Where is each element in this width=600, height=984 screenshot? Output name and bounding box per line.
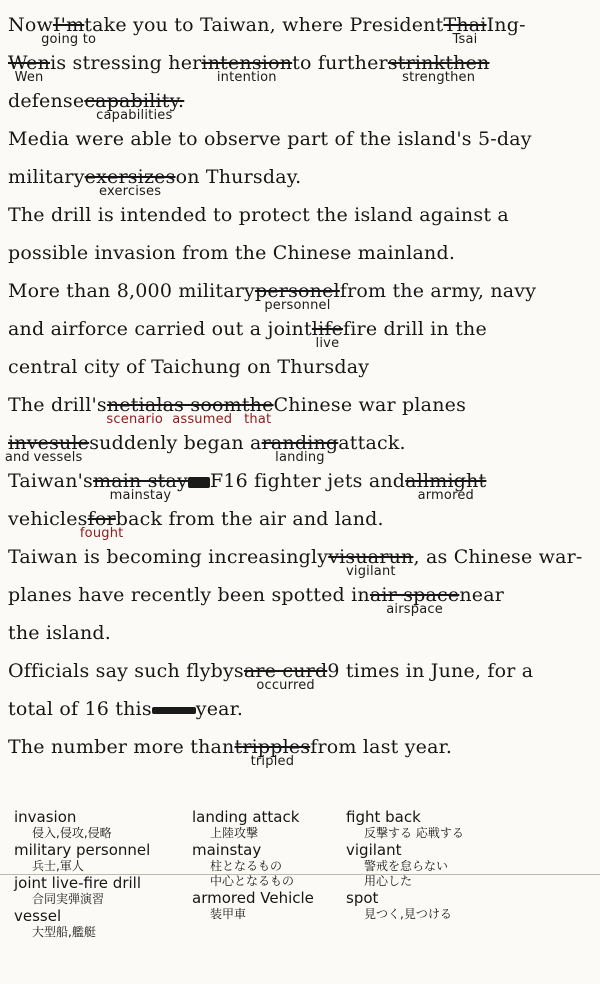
text-line	[8, 14, 594, 47]
word: attack.	[338, 432, 406, 454]
word: from the army, navy	[339, 280, 537, 302]
text-line	[8, 622, 594, 644]
text-line	[8, 242, 594, 264]
correction-annotation: scenario	[106, 412, 164, 427]
text-line	[8, 166, 594, 199]
struck-word: exersizes	[84, 166, 176, 188]
word: the island.	[8, 622, 112, 644]
correction-group	[84, 166, 176, 199]
struck-word: as soom	[162, 394, 242, 416]
text-line	[8, 698, 594, 720]
word: military	[8, 166, 85, 188]
vocab-term: fight back	[346, 808, 421, 826]
text-run	[89, 432, 261, 454]
struck-word: for	[87, 508, 116, 530]
correction-annotation: mainstay	[109, 488, 172, 503]
text-run	[8, 622, 111, 644]
correction-group	[93, 470, 188, 503]
text-run	[338, 432, 406, 454]
text-run	[340, 280, 536, 302]
text-run	[50, 52, 201, 74]
word: take you to Taiwan, where President	[84, 14, 444, 36]
vocab-term: landing attack	[192, 808, 300, 826]
correction-annotation: Tsai	[452, 32, 478, 47]
vocab-entry	[192, 808, 314, 841]
word: total of 16 this	[8, 698, 152, 720]
struck-word: I'm	[52, 14, 85, 36]
text-run	[8, 128, 532, 150]
vocab-entry	[346, 808, 464, 841]
vocab-translation: 柱となるもの	[210, 859, 283, 873]
correction-annotation: strengthen	[402, 70, 476, 85]
struck-word: Wen	[8, 52, 51, 74]
text-run	[8, 204, 509, 226]
vocab-entry	[346, 859, 464, 874]
struck-word: visuarun	[328, 546, 414, 568]
vocab-translation: 上陸攻撃	[210, 826, 259, 840]
vocab-translation: 侵入,侵攻,侵略	[32, 826, 112, 840]
vocab-entry	[192, 841, 314, 859]
correction-group	[405, 470, 487, 503]
vocab-term: spot	[346, 889, 379, 907]
word: Ing-	[486, 14, 526, 36]
struck-word: randing	[261, 432, 339, 454]
word: back from the air and land.	[115, 508, 384, 530]
vocab-translation: 装甲車	[210, 907, 247, 921]
struck-word: vesule	[26, 432, 90, 454]
vocab-translation: 見つく,見つける	[364, 907, 452, 921]
struck-word: the	[241, 394, 274, 416]
word: from last year.	[310, 736, 453, 758]
correction-group	[241, 394, 274, 427]
correction-group	[261, 432, 339, 465]
word: 9 times in June, for a	[327, 660, 534, 682]
word: Now	[8, 14, 53, 36]
correction-group	[106, 394, 164, 427]
correction-annotation: occurred	[256, 678, 315, 693]
word: central city of Taichung on Thursday	[8, 356, 370, 378]
word: near	[459, 584, 505, 606]
text-run	[414, 546, 583, 568]
text-line	[8, 736, 594, 769]
text-run	[116, 508, 384, 530]
vocab-entry	[192, 889, 314, 922]
vocab-translation: 合同実弾演習	[32, 892, 105, 906]
word: year.	[195, 698, 244, 720]
text-run	[8, 470, 93, 492]
struck-word: in	[8, 432, 27, 454]
text-run	[327, 660, 533, 682]
correction-group	[162, 394, 242, 427]
correction-group	[41, 14, 97, 47]
correction-annotation: capabilities	[96, 108, 173, 123]
correction-annotation: vigilant	[346, 564, 396, 579]
text-line	[8, 660, 594, 693]
word: Taiwan is becoming increasingly	[8, 546, 329, 568]
word: Chinese war planes	[273, 394, 467, 416]
correction-group	[369, 584, 460, 617]
word: and airforce carried out a joint	[8, 318, 312, 340]
struck-word: capability.	[84, 90, 185, 112]
vocab-translation: 警戒を怠らない	[364, 859, 449, 873]
correction-group	[201, 52, 293, 85]
text-line	[8, 204, 594, 226]
text-run	[292, 52, 388, 74]
vocab-column	[14, 808, 150, 940]
word: planes have recently been spotted in	[8, 584, 370, 606]
correction-annotation: tripled	[250, 754, 295, 769]
correction-annotation: exercises	[98, 184, 162, 199]
word: F16 fighter jets and	[209, 470, 406, 492]
struck-word: life	[311, 318, 344, 340]
text-line	[8, 318, 594, 351]
vocab-translation: 兵士,軍人	[32, 859, 84, 873]
text-line	[8, 584, 594, 617]
text-line	[4, 432, 594, 465]
vocab-term: invasion	[14, 808, 77, 826]
vocab-term: vigilant	[346, 841, 402, 859]
text-run	[84, 14, 443, 36]
correction-group	[243, 660, 328, 693]
word: to further	[292, 52, 388, 74]
text-run	[8, 736, 234, 758]
text-run	[8, 242, 455, 264]
correction-annotation: armored	[417, 488, 474, 503]
text-run	[196, 698, 243, 720]
struck-word: netial	[106, 394, 163, 416]
text-run	[8, 660, 244, 682]
correction-annotation: assumed	[172, 412, 233, 427]
word: Media were able to observe part of the island's 5-day	[8, 128, 532, 150]
text-line	[8, 470, 594, 503]
vocab-translation: 反撃する 応戦する	[364, 826, 464, 840]
text-run	[310, 736, 452, 758]
word: Taiwan's	[8, 470, 94, 492]
text-line	[8, 508, 594, 541]
word: is stressing her	[50, 52, 202, 74]
ink-blot	[152, 707, 196, 714]
text-run	[8, 394, 107, 416]
correction-annotation: intention	[216, 70, 277, 85]
word: fire drill in the	[343, 318, 487, 340]
correction-annotation: personnel	[264, 298, 331, 313]
text-run	[343, 318, 487, 340]
text-line	[8, 546, 594, 579]
correction-annotation: fought	[79, 526, 124, 541]
vocab-column	[346, 808, 464, 922]
correction-annotation: landing	[275, 450, 325, 465]
vocab-term: military personnel	[14, 841, 151, 859]
text-run	[8, 508, 88, 530]
text-run	[8, 698, 152, 720]
vocab-entry	[346, 841, 464, 859]
vocab-translation: 大型船,艦艇	[32, 925, 96, 939]
correction-group	[311, 318, 344, 351]
correction-group	[84, 90, 185, 123]
correction-group	[234, 736, 311, 769]
text-run	[8, 318, 312, 340]
vocabulary-section	[0, 808, 600, 984]
text-run	[8, 280, 255, 302]
text-run	[176, 166, 302, 188]
text-run	[8, 90, 84, 112]
vocab-entry	[192, 859, 314, 874]
vocab-term: armored Vehicle	[192, 889, 314, 907]
vocab-translation: 中心となるもの	[210, 874, 295, 888]
word: , as Chinese war-	[413, 546, 583, 568]
correction-group	[387, 52, 490, 85]
word: on Thursday.	[175, 166, 302, 188]
correction-group	[79, 508, 124, 541]
text-run	[459, 584, 504, 606]
text-run	[8, 584, 370, 606]
text-run	[487, 14, 526, 36]
vocab-entry	[14, 859, 150, 874]
correction-group	[4, 432, 30, 465]
correction-annotation: airspace	[386, 602, 443, 617]
text-line	[8, 52, 594, 85]
vocab-entry	[14, 874, 150, 907]
word: Officials say such flybys	[8, 660, 244, 682]
correction-group	[8, 52, 51, 85]
correction-annotation: live	[315, 336, 340, 351]
struck-word: strinkthen	[387, 52, 490, 74]
struck-word: tripples	[234, 736, 311, 758]
struck-word: allmight	[405, 470, 487, 492]
word: vehicles	[8, 508, 88, 530]
word: The number more than	[8, 736, 235, 758]
text-line	[8, 356, 594, 378]
correction-group	[443, 14, 487, 47]
struck-word: personel	[255, 280, 340, 302]
vocab-column	[192, 808, 314, 922]
vocab-term: mainstay	[192, 841, 262, 859]
correction-group	[255, 280, 340, 313]
text-run	[274, 394, 466, 416]
vocab-entry	[14, 808, 150, 841]
struck-word: are curd	[243, 660, 328, 682]
vocab-entry	[192, 874, 314, 889]
text-line	[8, 280, 594, 313]
struck-word: air space	[369, 584, 460, 606]
text-run	[210, 470, 405, 492]
vocab-entry	[346, 889, 464, 922]
word: suddenly began a	[89, 432, 262, 454]
text-line	[8, 90, 594, 123]
correction-annotation: vessels	[33, 450, 83, 465]
struck-word: main stay	[93, 470, 188, 492]
correction-group	[26, 432, 90, 465]
word: More than 8,000 military	[8, 280, 255, 302]
vocab-entry	[14, 841, 150, 859]
correction-annotation: Wen	[14, 70, 44, 85]
word: The drill's	[8, 394, 107, 416]
word: defense	[8, 90, 85, 112]
vocab-entry	[14, 907, 150, 940]
correction-annotation: going to	[41, 32, 97, 47]
word: The drill is intended to protect the island against a	[8, 204, 509, 226]
struck-word: Thai	[443, 14, 487, 36]
ink-blot	[188, 477, 210, 488]
vocab-translation: 用心した	[364, 874, 413, 888]
correction-annotation: and	[4, 450, 30, 465]
correction-group	[328, 546, 414, 579]
vocab-term: vessel	[14, 907, 62, 925]
correction-annotation: that	[244, 412, 272, 427]
text-line	[8, 128, 594, 150]
text-run	[8, 166, 85, 188]
text-run	[8, 356, 369, 378]
vocab-term: joint live-fire drill	[14, 874, 141, 892]
text-line	[8, 394, 594, 427]
text-run	[8, 546, 328, 568]
word: possible invasion from the Chinese mainland.	[8, 242, 456, 264]
struck-word: intension	[201, 52, 293, 74]
vocab-entry	[346, 874, 464, 889]
